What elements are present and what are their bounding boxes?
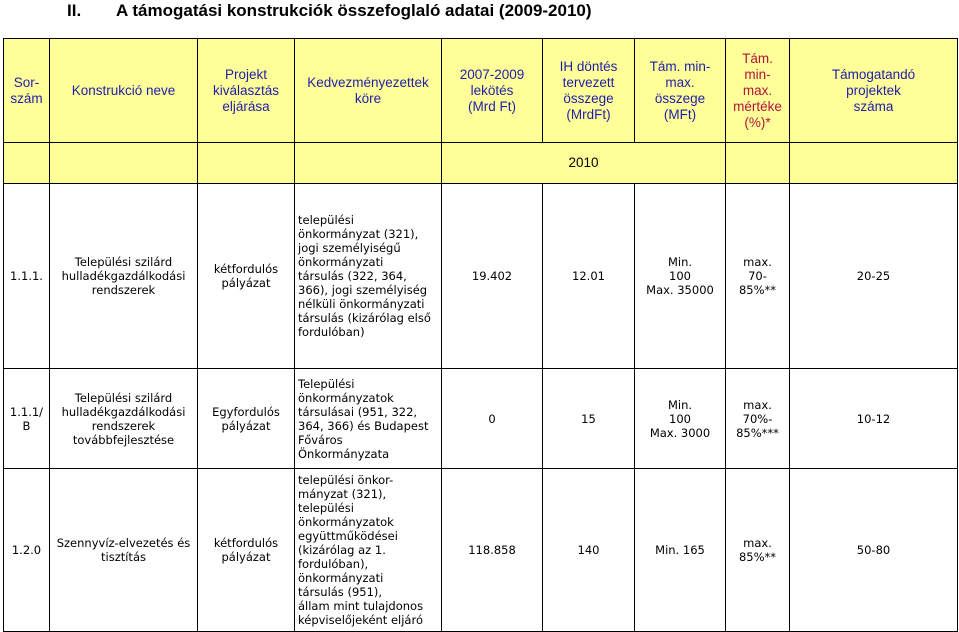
cell-lekotes: 118.858 xyxy=(442,469,543,632)
header-konstrukcio: Konstrukció neve xyxy=(50,39,198,143)
cell-ih: 12.01 xyxy=(543,184,635,369)
cell-tam-mertek: max. 70%- 85%*** xyxy=(726,369,790,469)
cell-tam-osszeg: Min. 165 xyxy=(635,469,726,632)
summary-table xyxy=(3,38,958,632)
header-tam-osszeg: Tám. min- max. összege (MFt) xyxy=(635,39,726,143)
cell-konstrukcio: Települési szilárd hulladékgazdálkodási rendszerek xyxy=(50,184,198,369)
cell-konstrukcio: Települési szilárd hulladékgazdálkodási rendszerek továbbfejlesztése xyxy=(50,369,198,469)
table-row xyxy=(4,369,958,469)
header-projekt: Projekt kiválasztás eljárása xyxy=(198,39,295,143)
cell-tamogatando: 10-12 xyxy=(790,369,958,469)
table-row xyxy=(4,184,958,369)
cell-tam-osszeg: Min. 100 Max. 35000 xyxy=(635,184,726,369)
cell-lekotes: 19.402 xyxy=(442,184,543,369)
header-tamogatando: Támogatandó projektek száma xyxy=(790,39,958,143)
cell-sorszam: 1.1.1. xyxy=(4,184,50,369)
table-row xyxy=(4,469,958,632)
header-lekotes: 2007-2009 lekötés (Mrd Ft) xyxy=(442,39,543,143)
cell-tam-mertek: max. 70- 85%** xyxy=(726,184,790,369)
cell-sorszam: 1.1.1/ B xyxy=(4,369,50,469)
header-kedvezmenyezettek: Kedvezményezettek köre xyxy=(295,39,442,143)
header-sorszam: Sor- szám xyxy=(4,39,50,143)
cell-kedvezmenyezettek: Települési önkormányzatok társulásai (951, 322, 364, 366) és Budapest Főváros Önkormányzata xyxy=(295,369,442,469)
header-year: 2010 xyxy=(442,143,726,184)
cell-projekt: kétfordulós pályázat xyxy=(198,184,295,369)
cell-sorszam: 1.2.0 xyxy=(4,469,50,632)
cell-kedvezmenyezettek: települési önkor- mányzat (321), települési önkormányzatok együttműködései (kizárólag az 1. fordulóban), önkormányzati társulás (951), állam mint tulajdonos képviselőjeként eljáró xyxy=(295,469,442,632)
title-text: A támogatási konstrukciók összefoglaló adatai (2009-2010) xyxy=(116,1,592,20)
cell-tam-osszeg: Min. 100 Max. 3000 xyxy=(635,369,726,469)
cell-tam-mertek: max. 85%** xyxy=(726,469,790,632)
cell-ih: 140 xyxy=(543,469,635,632)
cell-projekt: kétfordulós pályázat xyxy=(198,469,295,632)
cell-lekotes: 0 xyxy=(442,369,543,469)
cell-tamogatando: 50-80 xyxy=(790,469,958,632)
cell-tamogatando: 20-25 xyxy=(790,184,958,369)
header-tam-mertek: Tám. min- max. mértéke (%)* xyxy=(726,39,790,143)
cell-ih: 15 xyxy=(543,369,635,469)
title-number: II. xyxy=(67,1,82,20)
document-title xyxy=(0,0,959,26)
header-ih: IH döntés tervezett összege (MrdFt) xyxy=(543,39,635,143)
cell-konstrukcio: Szennyvíz-elvezetés és tisztítás xyxy=(50,469,198,632)
cell-projekt: Egyfordulós pályázat xyxy=(198,369,295,469)
cell-kedvezmenyezettek: települési önkormányzat (321), jogi személyiségű önkormányzati társulás (322, 364, 366), jogi személyiség nélküli önkormányzati társulás (kizárólag első fordulóban) xyxy=(295,184,442,369)
